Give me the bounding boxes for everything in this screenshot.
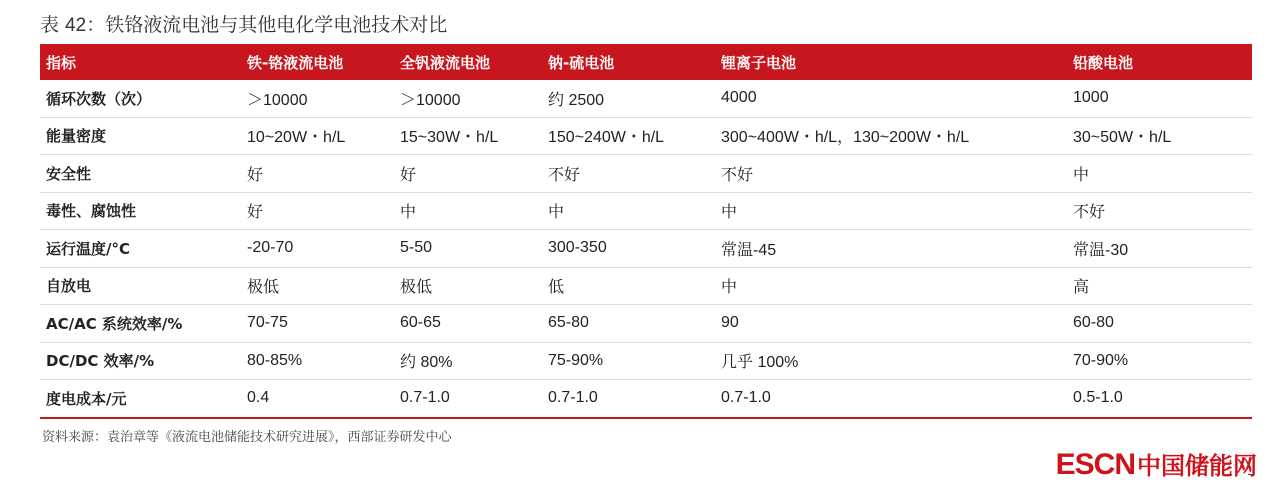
- table-cell: ＞10000: [241, 80, 394, 117]
- title-prefix: 表: [40, 14, 66, 36]
- table-cell: 极低: [394, 267, 542, 305]
- table-cell: 300~400W・h/L，130~200W・h/L: [715, 117, 1067, 155]
- table-cell: 75-90%: [542, 342, 715, 380]
- row-label: 安全性: [40, 155, 241, 193]
- table-cell: 中: [542, 192, 715, 230]
- table-cell: 常温-45: [715, 230, 1067, 268]
- header-indicator: 指标: [40, 44, 241, 80]
- table-cell: 中: [1067, 155, 1252, 193]
- table-cell: 80-85%: [241, 342, 394, 380]
- table-cell: ＞10000: [394, 80, 542, 117]
- row-label: 毒性、腐蚀性: [40, 192, 241, 230]
- table-cell: 常温-30: [1067, 230, 1252, 268]
- table-cell: 0.7-1.0: [542, 380, 715, 418]
- table-cell: 中: [715, 267, 1067, 305]
- table-cell: 4000: [715, 80, 1067, 117]
- row-label: AC/AC 系统效率/%: [40, 305, 241, 343]
- table-cell: 约 80%: [394, 342, 542, 380]
- header-fe-cr-flow: 铁-铬液流电池: [241, 44, 394, 80]
- table-cell: 70-75: [241, 305, 394, 343]
- table-cell: 好: [241, 155, 394, 193]
- row-label: 自放电: [40, 267, 241, 305]
- table-cell: 约 2500: [542, 80, 715, 117]
- source-note: 资料来源：袁治章等《液流电池储能技术研究进展》，西部证券研发中心: [42, 430, 452, 445]
- header-lead-acid: 铅酸电池: [1067, 44, 1252, 80]
- table-cell: 好: [394, 155, 542, 193]
- table-row: [40, 267, 1252, 305]
- table-row: [40, 80, 1252, 117]
- table-row: [40, 305, 1252, 343]
- table-cell: 中: [715, 192, 1067, 230]
- row-label: 运行温度/°C: [40, 230, 241, 268]
- table-cell: 好: [241, 192, 394, 230]
- table-cell: 90: [715, 305, 1067, 343]
- table-cell: 30~50W・h/L: [1067, 117, 1252, 155]
- table-cell: 低: [542, 267, 715, 305]
- table-cell: 不好: [1067, 192, 1252, 230]
- table-cell: 300-350: [542, 230, 715, 268]
- row-label: 度电成本/元: [40, 380, 241, 418]
- table-cell: 不好: [715, 155, 1067, 193]
- table-cell: 65-80: [542, 305, 715, 343]
- table-cell: 0.4: [241, 380, 394, 418]
- table-row: [40, 192, 1252, 230]
- table-cell: 70-90%: [1067, 342, 1252, 380]
- logo-latin: ESCN: [1055, 448, 1135, 481]
- table-row: [40, 155, 1252, 193]
- row-label: 循环次数（次）: [40, 80, 241, 117]
- table-cell: -20-70: [241, 230, 394, 268]
- header-sodium-sulfur: 钠-硫电池: [542, 44, 715, 80]
- table-cell: 不好: [542, 155, 715, 193]
- table-title: [40, 10, 447, 40]
- table-cell: 15~30W・h/L: [394, 117, 542, 155]
- table-cell: 5-50: [394, 230, 542, 268]
- table-cell: 极低: [241, 267, 394, 305]
- table-row: [40, 117, 1252, 155]
- table-cell: 0.7-1.0: [394, 380, 542, 418]
- comparison-table: [40, 44, 1252, 419]
- title-number: 42: [65, 15, 87, 36]
- header-lithium-ion: 锂离子电池: [715, 44, 1067, 80]
- table-row: [40, 230, 1252, 268]
- table-row: [40, 380, 1252, 418]
- table-header-row: [40, 44, 1252, 80]
- table-cell: 10~20W・h/L: [241, 117, 394, 155]
- table-cell: 高: [1067, 267, 1252, 305]
- table-cell: 150~240W・h/L: [542, 117, 715, 155]
- logo-cjk: 中国储能网: [1137, 452, 1257, 480]
- header-vanadium-flow: 全钒液流电池: [394, 44, 542, 80]
- table-cell: 0.7-1.0: [715, 380, 1067, 418]
- table-cell: 60-80: [1067, 305, 1252, 343]
- row-label: 能量密度: [40, 117, 241, 155]
- escn-logo: [1056, 448, 1257, 482]
- table-cell: 几乎 100%: [715, 342, 1067, 380]
- table-cell: 0.5-1.0: [1067, 380, 1252, 418]
- table-cell: 1000: [1067, 80, 1252, 117]
- table-row: [40, 342, 1252, 380]
- table-cell: 60-65: [394, 305, 542, 343]
- table-cell: 中: [394, 192, 542, 230]
- title-text: ：铁铬液流电池与其他电化学电池技术对比: [86, 14, 448, 36]
- row-label: DC/DC 效率/%: [40, 342, 241, 380]
